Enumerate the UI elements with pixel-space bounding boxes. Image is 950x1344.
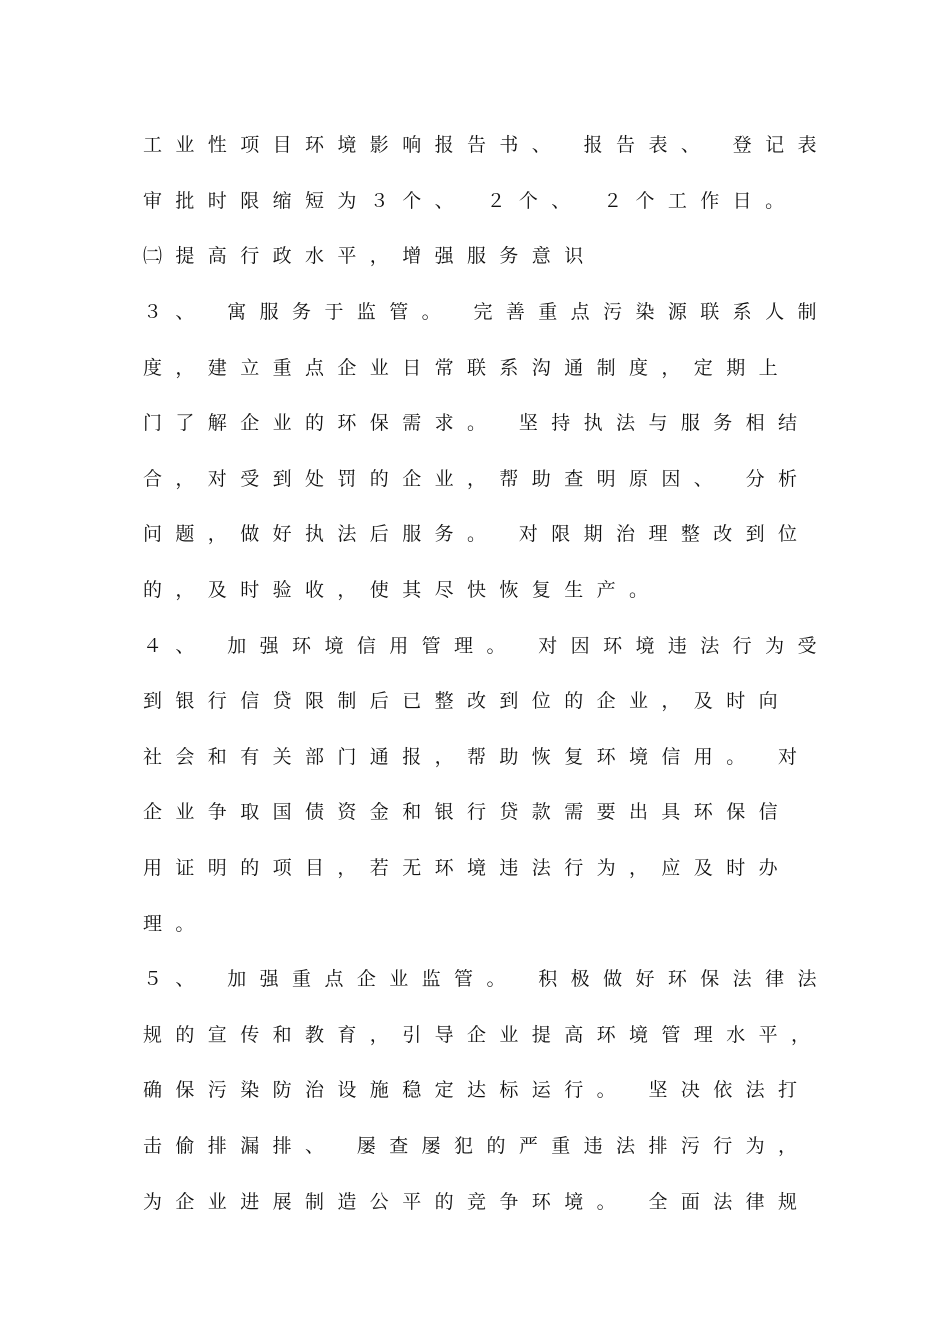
text-line: 度，建立重点企业日常联系沟通制度，定期上 — [143, 357, 792, 379]
text-line: 用证明的项目，若无环境违法行为，应及时办 — [143, 857, 792, 879]
text-line: 到银行信贷限制后已整改到位的企业，及时向 — [143, 690, 792, 712]
text-line: 击偷排漏排、 屡查屡犯的严重违法排污行为， — [143, 1135, 811, 1157]
text-line: ３、 寓服务于监管。 完善重点污染源联系人制 — [143, 301, 830, 323]
text-line: 审批时限缩短为３个、 ２个、 ２个工作日。 — [143, 190, 798, 212]
text-line: 企业争取国债资金和银行贷款需要出具环保信 — [143, 801, 792, 823]
text-line: 确保污染防治设施稳定达标运行。 坚决依法打 — [143, 1079, 811, 1101]
text-line: 工业性项目环境影响报告书、 报告表、 登记表 — [143, 134, 830, 156]
text-line: 理。 — [143, 913, 208, 935]
text-line: 合，对受到处罚的企业，帮助查明原因、 分析 — [143, 468, 811, 490]
text-line: 的，及时验收，使其尽快恢复生产。 — [143, 579, 662, 601]
text-line: 为企业进展制造公平的竞争环境。 全面法律规 — [143, 1191, 811, 1213]
text-line: 社会和有关部门通报，帮助恢复环境信用。 对 — [143, 746, 811, 768]
section-heading: ㈡提高行政水平，增强服务意识 — [143, 245, 597, 267]
text-line: 规的宣传和教育，引导企业提高环境管理水平， — [143, 1024, 824, 1046]
text-line: ５、 加强重点企业监管。 积极做好环保法律法 — [143, 968, 830, 990]
text-line: 问题，做好执法后服务。 对限期治理整改到位 — [143, 523, 811, 545]
text-line: ４、 加强环境信用管理。 对因环境违法行为受 — [143, 635, 830, 657]
text-line: 门了解企业的环保需求。 坚持执法与服务相结 — [143, 412, 811, 434]
